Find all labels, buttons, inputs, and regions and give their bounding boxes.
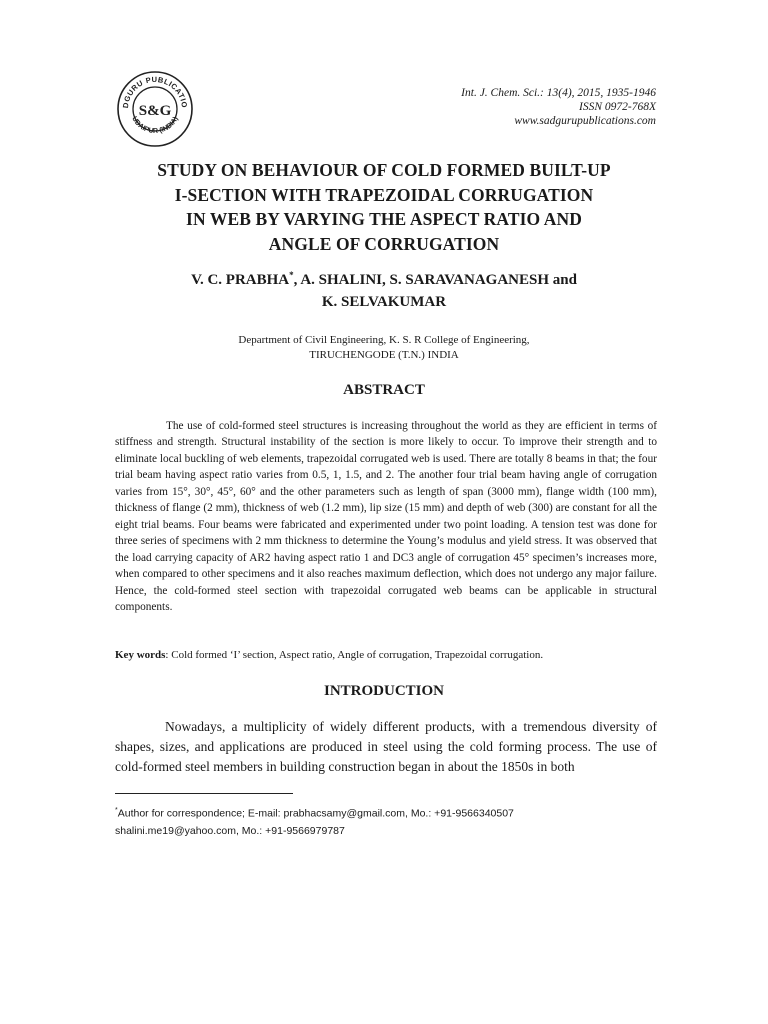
journal-website[interactable]: www.sadgurupublications.com xyxy=(514,115,656,127)
author-rest: , A. SHALINI, S. SARAVANAGANESH and xyxy=(293,272,577,288)
abstract-text: The use of cold-formed steel structures is increasing throughout the world as they are efficient in terms of stiffness and strength. Structural instability of the section is more likely to occur. To improve their strength and to eliminate local buckling of web elements, trapezoidal corrugated web is used. There are totally 8 beams in that; the four trial beam having aspect ratio varies from 0.5, 1, 1.5, and 2. The another four trial beam having angle of corrugation varies from 15°, 30°, 45°, 60° and the other parameters such as length of span (3000 mm), flange width (100 mm), thickness of flange (2 mm), thickness of web (1.2 mm), lip size (15 mm) and depth of web (300) are constant for all the eight trial beams. Four beams were fabricated and experimented under two point loading. A tension test was done for three series of specimens with 2 mm thickness to determine the Young’s modulus and yield stress. It was observed that the load carrying capacity of AR2 having aspect ratio 1 and DC3 angle of corrugation 45° specimen’s increases more, when compared to other specimens and it also reaches maximum deflection, which does not undergo any major failure. Hence, the cold-formed steel section with trapezoidal corrugated web beams can be applicable in structural components. xyxy=(115,420,657,613)
keywords-text: : Cold formed ‘I’ section, Aspect ratio, Angle of corrugation, Trapezoidal corrugation. xyxy=(165,649,544,661)
title-line: IN WEB BY VARYING THE ASPECT RATIO AND xyxy=(186,209,582,229)
author-first: V. C. PRABHA xyxy=(191,272,290,288)
footnote-line: shalini.me19@yahoo.com, Mo.: +91-9566979787 xyxy=(115,824,345,837)
affiliation-line: TIRUCHENGODE (T.N.) INDIA xyxy=(309,349,459,361)
title-line: ANGLE OF CORRUGATION xyxy=(268,233,500,254)
keywords xyxy=(115,649,657,661)
footnote-mark: * xyxy=(115,807,118,814)
author-list xyxy=(84,265,684,313)
paper-title xyxy=(84,158,684,256)
logo-text-top: DGURU PUBLICATIO xyxy=(120,74,190,109)
journal-meta xyxy=(461,86,656,128)
affiliation-line: Department of Civil Engineering, K. S. R College of Engineering, xyxy=(238,334,530,346)
footnote-line: Author for correspondence; E-mail: prabhacsamy@gmail.com, Mo.: +91-9566340507 xyxy=(117,807,514,820)
footnote-rule xyxy=(115,793,293,794)
issn: ISSN 0972-768X xyxy=(579,101,656,113)
abstract-heading: ABSTRACT xyxy=(343,382,425,398)
logo-text-bottom: UDAIPUR (INDIA) xyxy=(130,115,180,136)
title-line: STUDY ON BEHAVIOUR OF COLD FORMED BUILT-UP xyxy=(157,160,611,180)
introduction-heading: INTRODUCTION xyxy=(323,683,444,699)
footnote xyxy=(115,802,675,840)
introduction-text: Nowadays, a multiplicity of widely different products, with a tremendous diversity of shapes, sizes, and applications are produced in steel using the cold forming process. The use of cold-formed steel members in building construction began in about the 1850s in both xyxy=(115,719,657,774)
journal-citation: Int. J. Chem. Sci.: 13(4), 2015, 1935-1946 xyxy=(461,87,656,99)
corresponding-mark: * xyxy=(289,270,294,280)
title-line: I-SECTION WITH TRAPEZOIDAL CORRUGATION xyxy=(174,184,594,205)
publisher-logo xyxy=(116,70,194,148)
affiliation xyxy=(84,333,684,363)
keywords-label: Key words xyxy=(115,649,166,661)
author-line2: K. SELVAKUMAR xyxy=(321,293,447,310)
logo-monogram: S&G xyxy=(138,103,172,119)
